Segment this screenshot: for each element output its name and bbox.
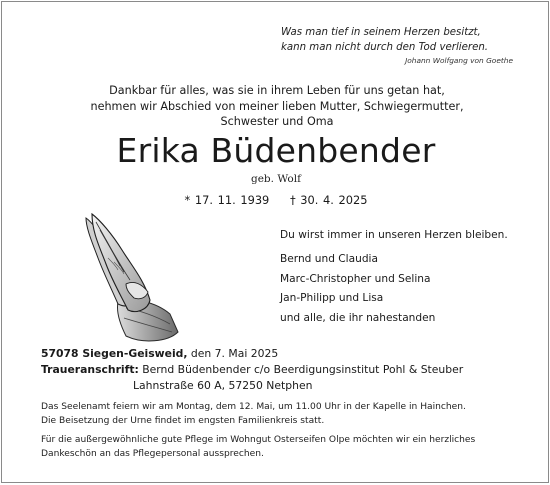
intro-line-1: Dankbar für alles, was sie in ihrem Leben für uns getan hat, — [109, 84, 445, 97]
motto: Du wirst immer in unseren Herzen bleiben. — [280, 229, 508, 241]
notes-line-1: Das Seelenamt feiern wir am Montag, dem 12. Mai, um 11.00 Uhr in der Kapelle in Hainchen. — [41, 402, 466, 412]
address-label: Traueranschrift: — [41, 363, 139, 376]
praying-hands-icon — [78, 210, 186, 345]
intro-text — [42, 83, 512, 130]
birth-date: * 17. 11. 1939 — [184, 193, 270, 207]
goethe-quote — [281, 25, 521, 55]
mourner-item: Bernd und Claudia — [280, 253, 378, 265]
notes-line-4: Dankeschön an das Pflegepersonal aussprechen. — [41, 449, 264, 460]
notes-line-2: Die Beisetzung der Urne findet im engsten Familienkreis statt. — [41, 415, 325, 426]
mourner-item: und alle, die ihr nahestanden — [280, 311, 436, 324]
mourner-item: Marc-Christopher und Selina — [280, 272, 431, 285]
life-dates — [2, 193, 550, 207]
place-date — [41, 347, 521, 360]
death-date: † 30. 4. 2025 — [289, 193, 368, 207]
quote-line-1: Was man tief in seinem Herzen besitzt, — [281, 27, 481, 38]
deceased-name: Erika Büdenbender — [116, 131, 436, 170]
funeral-notes — [41, 401, 521, 462]
quote-author: Johann Wolfgang von Goethe — [405, 56, 513, 65]
notes-line-3: Für die außergewöhnliche gute Pflege im Wohngut Osterseifen Olpe möchten wir ein herzliches — [41, 435, 476, 446]
place-city: 57078 Siegen-Geisweid, — [41, 347, 188, 360]
intro-line-3: Schwester und Oma — [220, 115, 334, 129]
notes-paragraph-1 — [41, 401, 521, 428]
notes-paragraph-2 — [41, 434, 521, 461]
notice-date: den 7. Mai 2025 — [187, 347, 279, 360]
mourners-list — [280, 250, 540, 328]
mourning-address — [41, 363, 521, 376]
address-line-1: Bernd Büdenbender c/o Beerdigungsinstitut Pohl & Steuber — [138, 363, 464, 376]
obituary-notice — [1, 1, 549, 483]
mourner-item: Jan-Philipp und Lisa — [280, 292, 384, 304]
intro-line-2: nehmen wir Abschied von meiner lieben Mutter, Schwiegermutter, — [90, 99, 464, 113]
maiden-name: geb. Wolf — [251, 173, 301, 185]
quote-line-2: kann man nicht durch den Tod verlieren. — [281, 42, 489, 53]
address-line-2: Lahnstraße 60 A, 57250 Netphen — [133, 379, 313, 392]
